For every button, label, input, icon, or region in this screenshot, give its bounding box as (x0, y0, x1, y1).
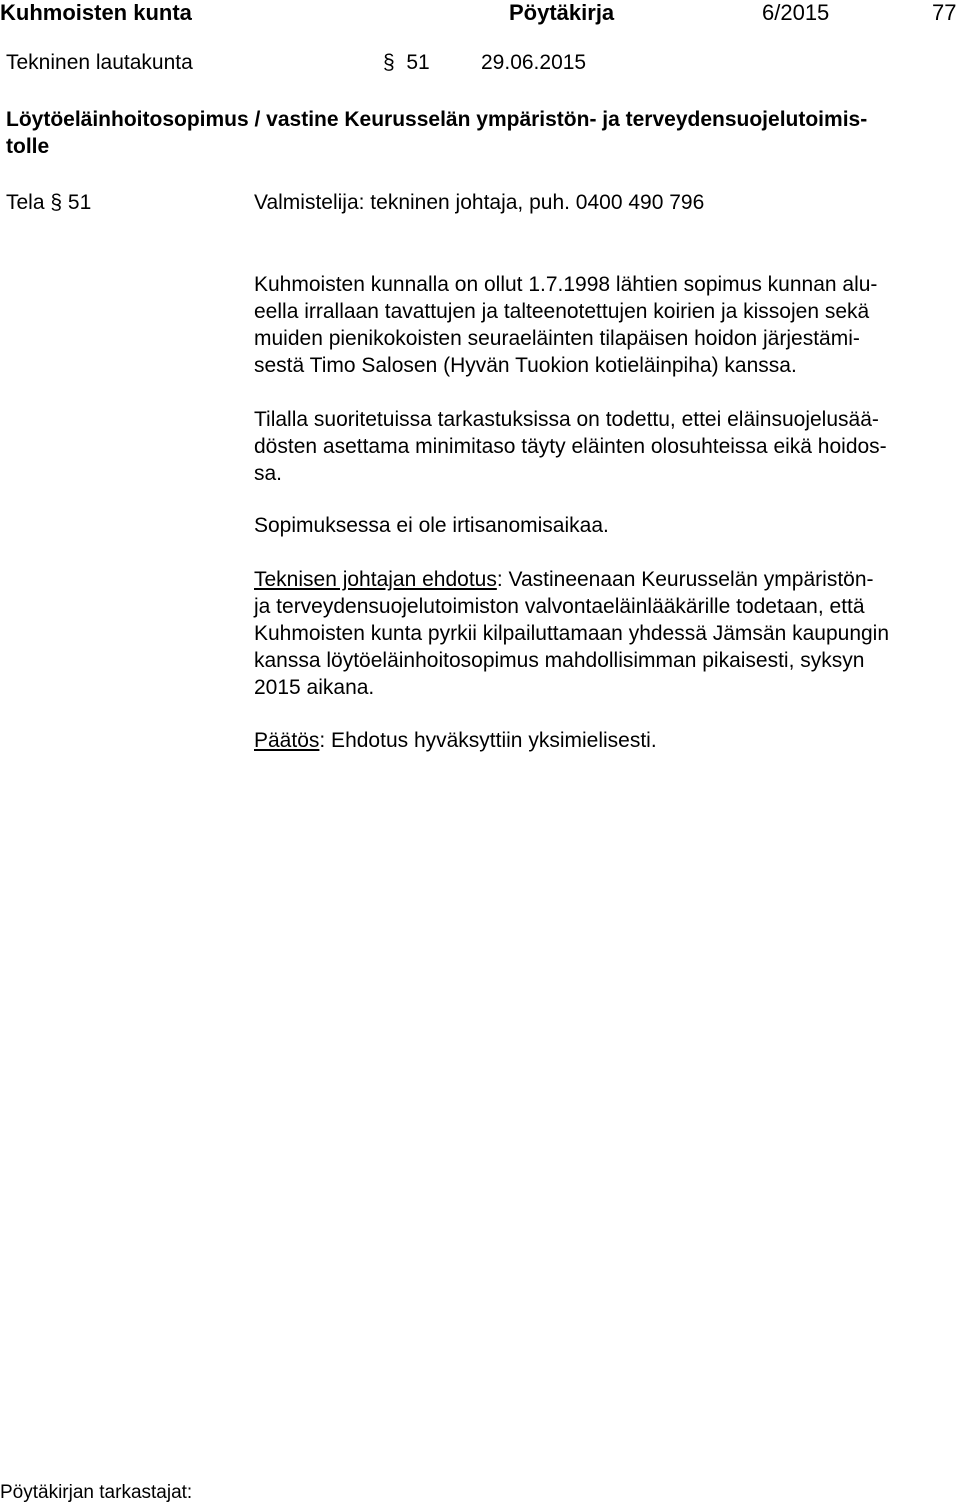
proposal-line: 2015 aikana. (254, 676, 375, 699)
proposal-line: kanssa löytöeläinhoitosopimus mahdollisimman pikaisesti, syksyn (254, 649, 865, 672)
reviewers-label: Pöytäkirjan tarkastajat: (0, 1482, 193, 1503)
document-number: 6/2015 (762, 0, 830, 25)
proposal-text: : Vastineenaan Keurusselän ympäristön- (496, 568, 874, 591)
tela-label: Tela (6, 191, 45, 214)
proposal-line-1 (254, 566, 874, 593)
decision-line (254, 727, 657, 754)
paragraph-2-line: dösten asettama minimitaso täyty eläinten olosuhteissa eikä hoidos- (254, 435, 887, 458)
paragraph-1-line: eella irrallaan tavattujen ja talteenotettujen koirien ja kissojen sekä (254, 300, 870, 323)
section-number: 51 (406, 51, 430, 74)
meeting-date: 29.06.2015 (481, 51, 587, 74)
preparer-info: Valmistelija: tekninen johtaja, puh. 0400 490 796 (254, 191, 705, 214)
paragraph-1-line: muiden pienikokoisten seuraeläinten tilapäisen hoidon järjestämi- (254, 327, 860, 350)
decision-text: : Ehdotus hyväksyttiin yksimielisesti. (319, 729, 657, 752)
agenda-title-line-2: tolle (6, 135, 50, 158)
board-name: Tekninen lautakunta (6, 51, 193, 74)
organization-name: Kuhmoisten kunta (0, 0, 192, 25)
section-header (383, 49, 430, 76)
paragraph-3: Sopimuksessa ei ole irtisanomisaikaa. (254, 514, 609, 537)
agenda-title-line-1: Löytöeläinhoitosopimus / vastine Keurusselän ympäristön- ja terveydensuojelutoimis- (6, 108, 868, 131)
proposal-line: Kuhmoisten kunta pyrkii kilpailuttamaan yhdessä Jämsän kaupungin (254, 622, 890, 645)
decision-label: Päätös (254, 729, 320, 752)
paragraph-1-line: Kuhmoisten kunnalla on ollut 1.7.1998 lähtien sopimus kunnan alu- (254, 273, 878, 296)
page-number: 77 (932, 0, 957, 25)
section-symbol: § (50, 191, 63, 214)
section-number: 51 (67, 191, 92, 214)
document-type: Pöytäkirja (509, 0, 615, 25)
section-symbol: § (383, 51, 395, 74)
paragraph-1-line: sestä Timo Salosen (Hyvän Tuokion kotieläinpiha) kanssa. (254, 354, 797, 377)
proposal-line: ja terveydensuojelutoimiston valvontaeläinlääkärille todetaan, että (254, 595, 865, 618)
paragraph-2-line: sa. (254, 462, 283, 485)
proposal-label: Teknisen johtajan ehdotus (254, 568, 497, 591)
prep-reference (6, 189, 91, 216)
paragraph-2-line: Tilalla suoritetuissa tarkastuksissa on todettu, ettei eläinsuojelusää- (254, 408, 879, 431)
